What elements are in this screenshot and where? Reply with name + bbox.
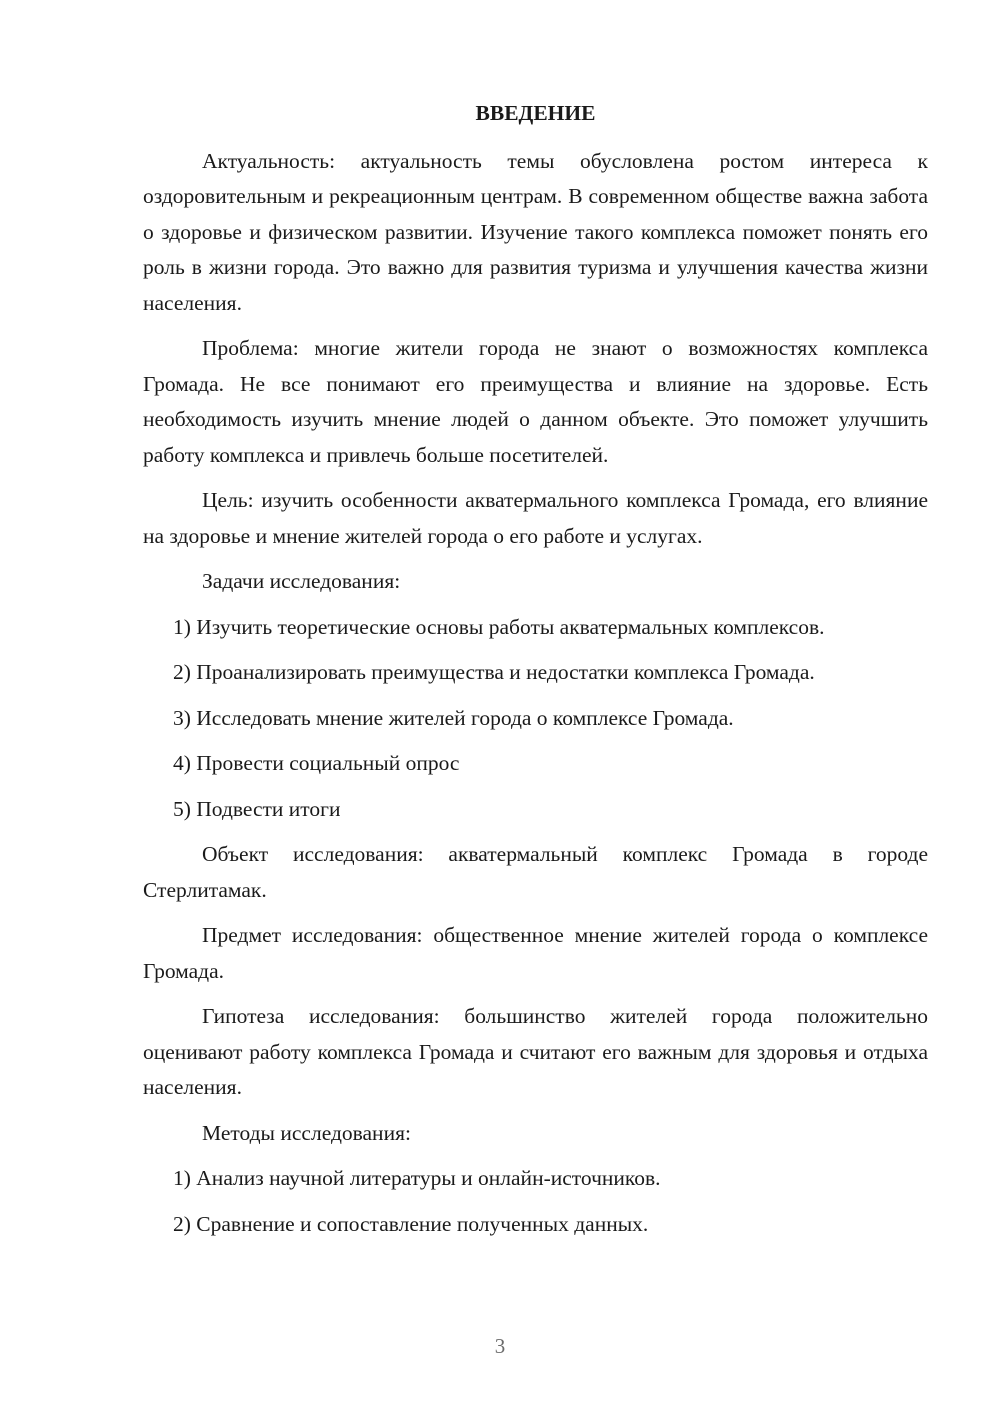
page-content xyxy=(143,96,928,1252)
task-item-1: 1) Изучить теоретические основы работы акватермальных комплексов. xyxy=(173,614,825,639)
tasks-heading: Задачи исследования: xyxy=(202,569,401,593)
page-number: 3 xyxy=(494,1334,506,1358)
task-item-4: 4) Провести социальный опрос xyxy=(173,751,460,775)
methods-heading: Методы исследования: xyxy=(202,1120,411,1145)
task-item-5: 5) Подвести итоги xyxy=(173,796,341,821)
task-item-2: 2) Проанализировать преимущества и недостатки комплекса Громада. xyxy=(173,660,815,684)
task-item-3: 3) Исследовать мнение жителей города о комплексе Громада. xyxy=(173,705,734,730)
page-title: ВВЕДЕНИЕ xyxy=(475,101,596,125)
method-item-2: 2) Сравнение и сопоставление полученных данных. xyxy=(173,1211,649,1236)
paragraph-subject: Предмет исследования: общественное мнение жителей города о комплексе Громада. xyxy=(143,923,928,983)
method-item-1: 1) Анализ научной литературы и онлайн-источников. xyxy=(173,1166,661,1190)
paragraph-hypothesis: Гипотеза исследования: большинство жителей города положительно оценивают работу комплекса Громада и считают его важным для здоровья и отдыха населения. xyxy=(143,1004,928,1099)
paragraph-problem: Проблема: многие жители города не знают о возможностях комплекса Громада. Не все понимают его преимущества и влияние на здоровье. Есть необходимость изучить мнение людей о данном объекте. Это поможет улучшить работу комплекса и привлечь больше посетителей. xyxy=(143,336,928,467)
paragraph-goal: Цель: изучить особенности акватермального комплекса Громада, его влияние на здоровье и мнение жителей города о его работе и услугах. xyxy=(143,488,928,548)
paragraph-actuality: Актуальность: актуальность темы обусловлена ростом интереса к оздоровительным и рекреационным центрам. В современном обществе важна забота о здоровье и физическом развитии. Изучение такого комплекса поможет понять его роль в жизни города. Это важно для развития туризма и улучшения качества жизни населения. xyxy=(143,148,928,315)
paragraph-object: Объект исследования: акватермальный комплекс Громада в городе Стерлитамак. xyxy=(143,842,928,902)
